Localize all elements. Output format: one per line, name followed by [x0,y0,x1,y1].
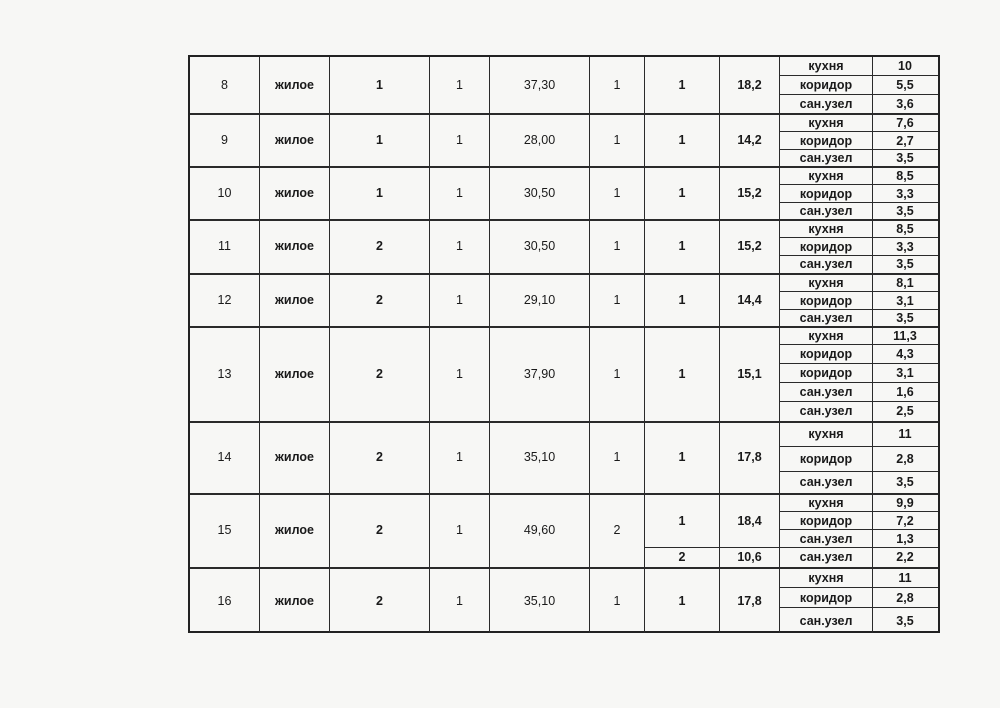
room-count: 1 [613,239,621,253]
total-area: 29,10 [523,292,556,307]
aux-room-name: коридор [799,366,853,380]
aux-room-area: 11 [898,427,912,441]
apartment-number: 13 [217,366,232,381]
room-count: 1 [613,593,621,608]
living-area: 14,4 [737,292,762,307]
aux-room-name: коридор [799,133,853,148]
aux-room-area: 2,2 [896,550,914,564]
room-number: 1 [678,77,686,92]
room-number: 1 [678,366,686,381]
living-area: 10,6 [737,550,762,564]
apartment-type: жилое [275,523,314,537]
col-4-value: 1 [456,593,463,608]
aux-room-area: 8,5 [896,168,914,183]
aux-room-area: 3,5 [896,475,914,489]
total-area: 28,00 [523,132,556,147]
room-count: 1 [613,450,621,464]
aux-room-area: 3,5 [896,203,914,218]
aux-room-area: 3,1 [896,366,914,380]
col-3-value: 2 [376,366,383,381]
apartment-type: жилое [275,77,314,92]
aux-room-name: кухня [808,221,844,236]
apartment-number: 8 [221,77,228,92]
room-count: 1 [613,366,621,381]
aux-room-name: кухня [808,570,844,585]
total-area: 30,50 [523,239,556,253]
col-4-value: 1 [456,292,463,307]
aux-room-area: 7,2 [896,513,914,528]
aux-room-area: 5,5 [896,78,914,92]
aux-room-name: сан.узел [799,385,853,399]
apartment-type: жилое [275,450,314,464]
aux-room-area: 4,3 [896,347,914,361]
room-number: 1 [678,239,686,253]
total-area: 49,60 [523,523,556,537]
aux-room-name: сан.узел [799,404,853,418]
aux-room-area: 1,3 [896,531,914,546]
col-4-value: 1 [456,523,463,537]
room-number: 1 [678,513,686,528]
total-area: 35,10 [523,450,556,464]
room-number: 1 [678,450,686,464]
aux-room-name: коридор [799,78,853,92]
aux-room-area: 3,5 [896,310,914,325]
apartment-number: 16 [217,593,232,608]
room-number: 2 [678,550,686,564]
aux-room-area: 3,6 [896,96,914,111]
apartment-type: жилое [275,132,314,147]
aux-room-name: сан.узел [799,203,853,218]
aux-room-area: 3,5 [896,257,914,271]
room-number: 1 [678,292,686,307]
col-3-value: 2 [376,292,383,307]
col-4-value: 1 [456,132,463,147]
room-count: 1 [613,185,621,200]
apartment-number: 11 [218,239,231,253]
aux-room-area: 3,3 [896,186,914,201]
aux-room-name: кухня [808,168,844,183]
col-3-value: 2 [376,239,383,253]
living-area: 17,8 [737,450,762,464]
aux-room-name: сан.узел [799,257,853,271]
aux-room-name: коридор [799,452,853,466]
total-area: 37,30 [523,77,556,92]
living-area: 15,2 [737,185,762,200]
total-area: 37,90 [523,366,556,381]
aux-room-name: кухня [808,115,844,130]
col-4-value: 1 [456,366,463,381]
aux-room-name: коридор [799,513,853,528]
col-3-value: 1 [376,77,383,92]
aux-room-name: сан.узел [799,96,853,111]
aux-room-name: коридор [799,293,853,308]
living-area: 15,1 [737,366,762,381]
aux-room-area: 2,8 [896,452,914,466]
apartment-number: 14 [217,450,232,464]
sub-row-divider [645,547,780,548]
aux-room-name: сан.узел [799,475,853,489]
col-4-value: 1 [456,185,463,200]
aux-room-name: сан.узел [799,613,853,628]
aux-room-name: коридор [799,590,853,605]
apartment-type: жилое [275,593,314,608]
aux-room-name: кухня [808,275,844,290]
col-3-value: 2 [376,450,383,464]
apartment-type: жилое [275,239,314,253]
aux-room-name: сан.узел [799,550,853,564]
aux-room-name: коридор [799,347,853,361]
aux-room-area: 3,1 [896,293,914,308]
room-count: 1 [613,292,621,307]
col-3-value: 2 [376,523,383,537]
col-3-value: 1 [376,185,383,200]
aux-room-area: 2,7 [896,133,914,148]
aux-room-area: 11 [898,570,912,585]
aux-room-area: 3,5 [896,613,914,628]
col-3-value: 1 [376,132,383,147]
living-area: 18,2 [737,77,762,92]
apartment-number: 10 [217,185,232,200]
aux-room-area: 8,5 [896,221,914,236]
living-area: 18,4 [737,513,762,528]
aux-room-area: 10 [898,59,912,73]
aux-room-area: 11,3 [893,328,917,343]
aux-room-area: 9,9 [896,495,914,510]
apartment-number: 12 [217,292,232,307]
apartment-number: 15 [217,523,232,537]
aux-room-name: кухня [808,328,844,343]
room-number: 1 [678,185,686,200]
aux-room-name: коридор [799,186,853,201]
apartment-type: жилое [275,292,314,307]
total-area: 35,10 [523,593,556,608]
apartments-table [188,55,940,633]
aux-room-name: сан.узел [799,150,853,165]
col-3-value: 2 [376,593,383,608]
living-area: 17,8 [737,593,762,608]
aux-room-name: кухня [808,59,844,73]
aux-room-area: 3,5 [896,150,914,165]
aux-room-name: кухня [808,495,844,510]
room-count: 2 [613,523,621,537]
aux-room-name: коридор [799,239,853,254]
room-number: 1 [678,132,686,147]
total-area: 30,50 [523,185,556,200]
col-4-value: 1 [456,77,463,92]
room-count: 1 [613,132,621,147]
aux-room-area: 1,6 [896,385,914,399]
room-count: 1 [613,77,621,92]
apartment-number: 9 [221,132,228,147]
aux-room-area: 2,8 [896,590,914,605]
apartment-type: жилое [275,366,314,381]
living-area: 14,2 [737,132,762,147]
aux-room-area: 7,6 [896,115,914,130]
col-4-value: 1 [456,450,463,464]
room-number: 1 [678,593,686,608]
aux-room-name: кухня [808,427,844,441]
aux-room-name: сан.узел [799,531,853,546]
aux-room-area: 3,3 [896,239,914,254]
aux-room-name: сан.узел [799,310,853,325]
living-area: 15,2 [737,239,762,253]
col-4-value: 1 [456,239,463,253]
apartment-type: жилое [275,185,314,200]
aux-room-area: 2,5 [896,404,914,418]
aux-room-area: 8,1 [896,275,914,290]
